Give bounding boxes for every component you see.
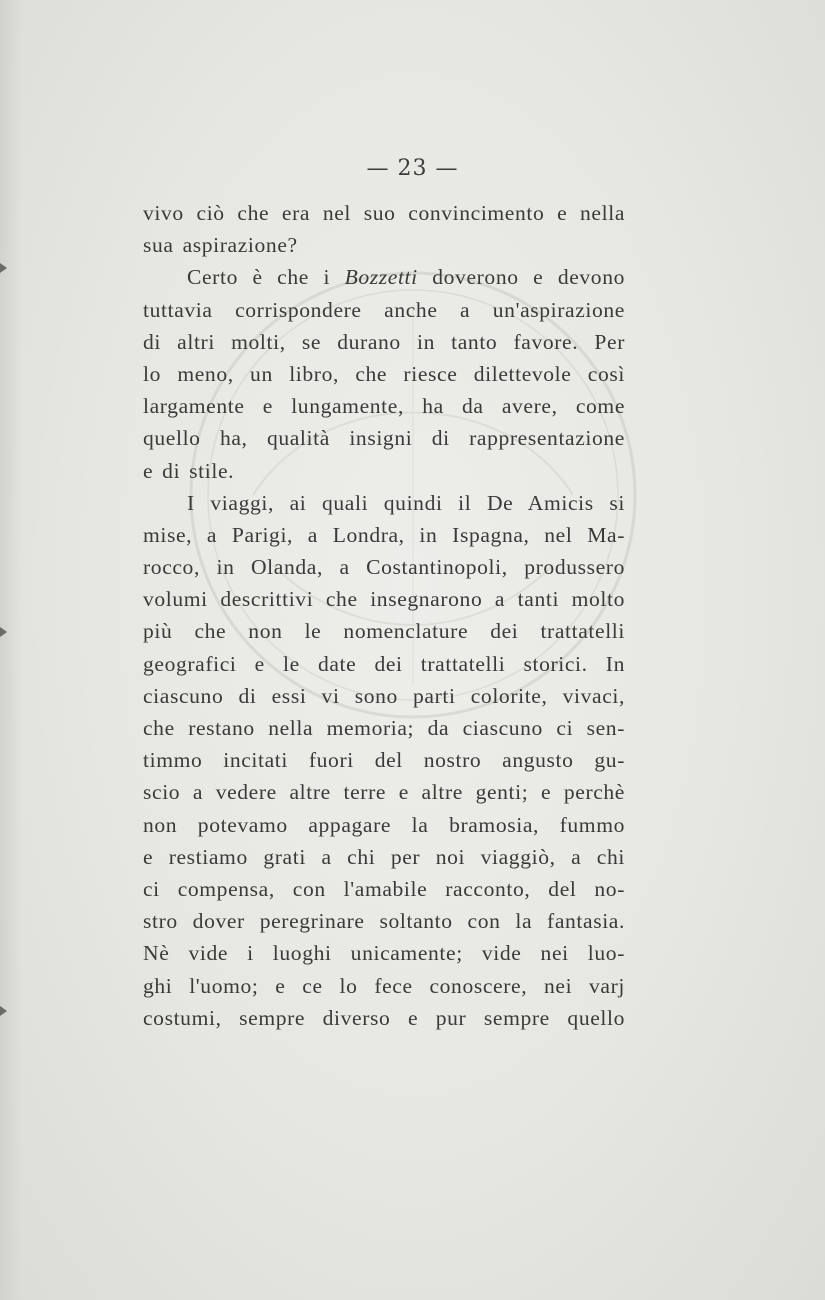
text-line: costumi, sempre diverso e pur sempre quello [143,1005,625,1030]
margin-mark-bottom [0,1006,7,1016]
text-line: stro dover peregrinare soltanto con la fantasia. [143,909,625,934]
text-line: ghi l'uomo; e ce lo fece conoscere, nei varj [143,973,625,998]
text-line: di altri molti, se durano in tanto favore. Per [143,329,625,354]
text-line: Nè vide i luoghi unicamente; vide nei luo- [143,941,625,966]
text-line: quello ha, qualità insigni di rappresentazione [143,426,625,451]
text-line: rocco, in Olanda, a Costantinopoli, produssero [143,555,625,580]
margin-mark-middle [0,627,7,637]
book-title-italic: Bozzetti [344,265,418,290]
text-line: I viaggi, ai quali quindi il De Amicis si [187,490,625,515]
margin-mark-top [0,263,7,273]
text-line: geografici e le date dei trattatelli storici. In [143,651,625,676]
text-line: volumi descrittivi che insegnarono a tanti molto [143,587,625,612]
page-number: — 23 — [366,156,459,181]
text-fragment: doverono e devono [432,265,625,290]
text-line: vivo ciò che era nel suo convincimento e nella [143,201,625,225]
body-text [143,197,625,1034]
text-fragment: Certo è che i [187,265,331,290]
text-line: tuttavia corrispondere anche a un'aspirazione [143,297,625,322]
text-line: ci compensa, con l'amabile racconto, del no- [143,876,625,901]
text-line [143,261,625,293]
page-edge-shadow [0,0,22,1300]
text-line: largamente e lungamente, ha da avere, come [143,394,625,419]
text-line: e restiamo grati a chi per noi viaggiò, a chi [143,844,625,869]
text-line: lo meno, un libro, che riesce dilettevole così [143,361,625,386]
text-line: che restano nella memoria; da ciascuno ci sen- [143,716,625,740]
text-line: ciascuno di essi vi sono parti colorite, vivaci, [143,683,625,708]
text-line: e di stile. [143,458,235,483]
text-line: mise, a Parigi, a Londra, in Ispagna, nel Ma- [143,522,625,547]
text-line: timmo incitati fuori del nostro angusto gu- [143,748,625,773]
text-line: sua aspirazione? [143,233,298,258]
text-line: più che non le nomenclature dei trattatelli [143,619,625,644]
text-line: non potevamo appagare la bramosia, fummo [143,812,625,837]
text-line: scio a vedere altre terre e altre genti; e perchè [143,780,625,805]
